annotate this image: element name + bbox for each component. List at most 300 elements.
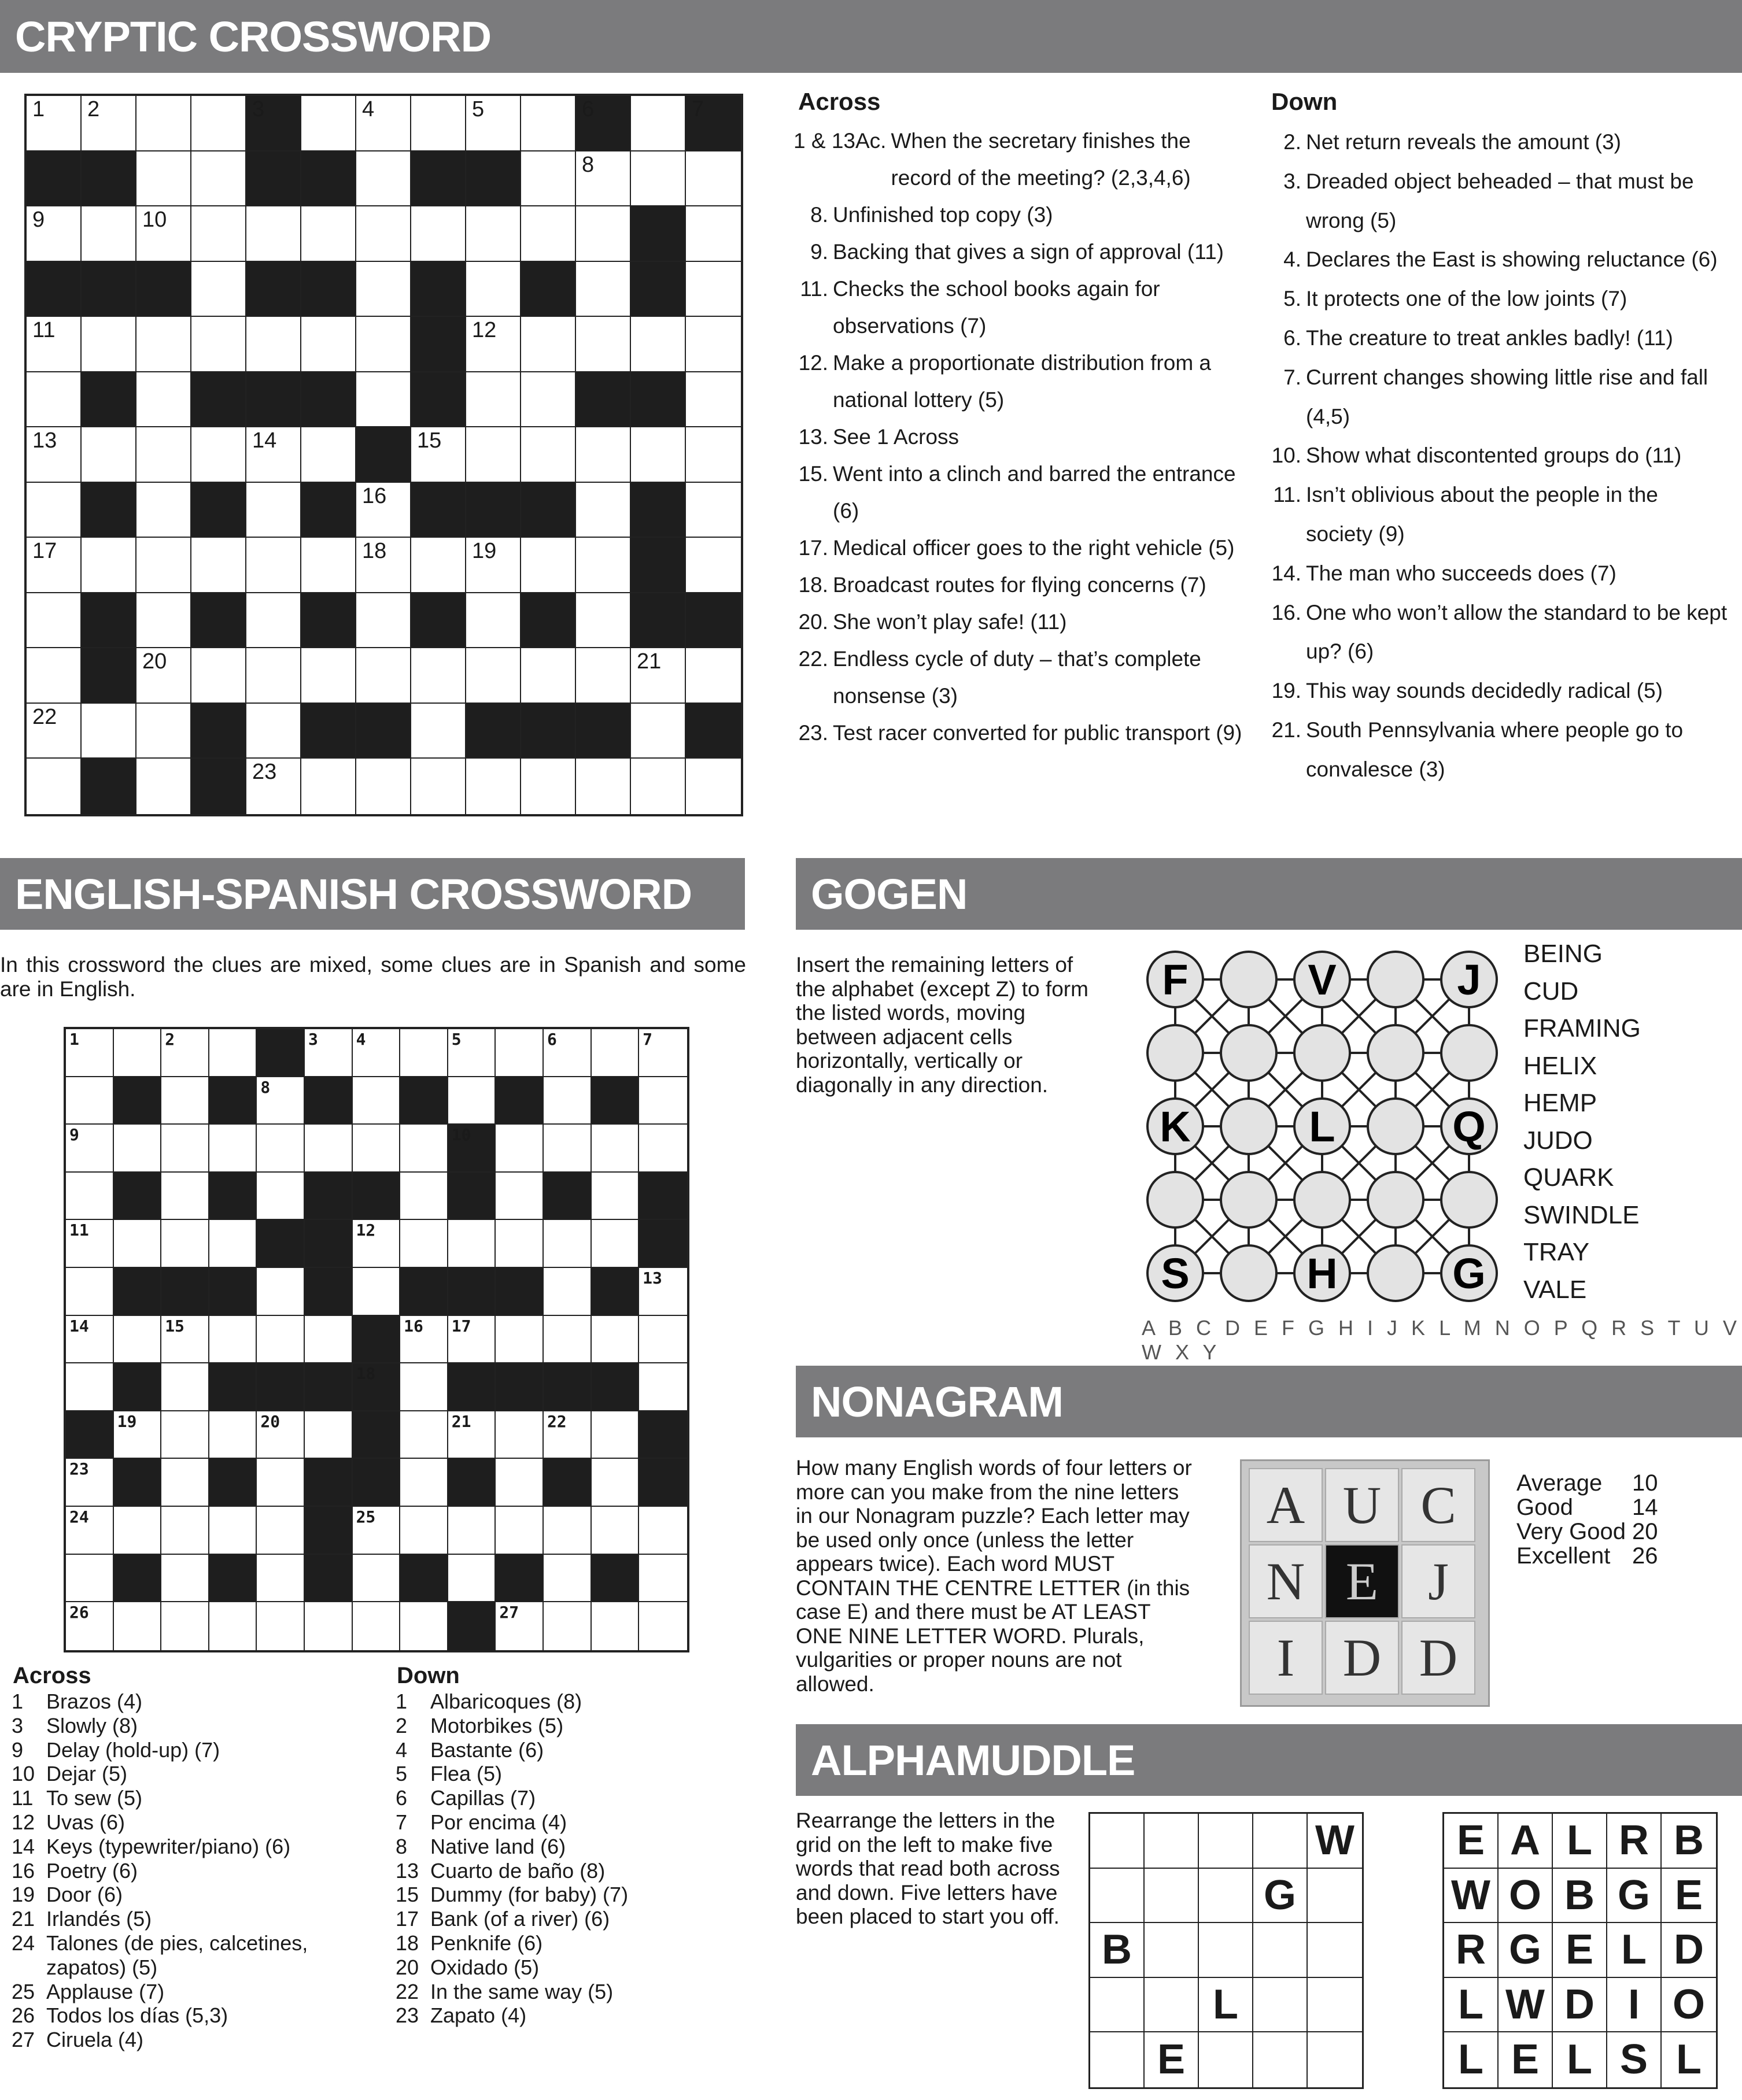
entry-cell[interactable] xyxy=(448,1077,496,1125)
block-cell xyxy=(305,1507,353,1555)
entry-cell[interactable] xyxy=(305,1602,353,1650)
entry-cell[interactable] xyxy=(246,538,301,593)
entry-cell[interactable] xyxy=(631,96,686,151)
clue-text: Talones (de pies, calcetines, zapatos) (5) xyxy=(46,1931,308,1979)
entry-cell[interactable] xyxy=(257,1555,305,1603)
entry-cell[interactable] xyxy=(400,1507,448,1555)
entry-cell[interactable] xyxy=(400,1125,448,1173)
entry-cell[interactable] xyxy=(356,206,411,262)
entry-cell[interactable] xyxy=(209,1602,257,1650)
clue-number: 14 xyxy=(252,428,277,453)
entry-cell[interactable] xyxy=(209,1029,257,1077)
entry-cell[interactable] xyxy=(521,151,576,207)
entry-cell[interactable] xyxy=(353,1268,401,1316)
entry-cell[interactable] xyxy=(411,538,466,593)
entry-cell[interactable] xyxy=(209,1316,257,1364)
entry-cell[interactable] xyxy=(496,1220,544,1268)
block-cell xyxy=(411,151,466,207)
entry-cell[interactable] xyxy=(400,1316,448,1364)
entry-cell[interactable] xyxy=(27,759,82,814)
entry-cell[interactable] xyxy=(631,648,686,704)
entry-cell[interactable] xyxy=(161,1555,209,1603)
entry-cell[interactable] xyxy=(521,372,576,428)
entry-cell[interactable] xyxy=(466,648,521,704)
entry-cell[interactable] xyxy=(66,1459,114,1507)
gogen-cell[interactable] xyxy=(1221,1245,1276,1301)
entry-cell[interactable] xyxy=(639,1602,687,1650)
alphamuddle-cell[interactable] xyxy=(1090,1814,1145,1869)
entry-cell[interactable] xyxy=(82,704,136,759)
alphamuddle-cell[interactable] xyxy=(1253,1978,1308,2033)
entry-cell[interactable] xyxy=(136,483,191,538)
entry-cell[interactable] xyxy=(411,704,466,759)
entry-cell[interactable] xyxy=(544,1268,592,1316)
entry-cell[interactable] xyxy=(136,538,191,593)
entry-cell[interactable] xyxy=(466,372,521,428)
entry-cell[interactable] xyxy=(136,206,191,262)
entry-cell[interactable] xyxy=(544,1507,592,1555)
entry-cell[interactable] xyxy=(592,1125,640,1173)
entry-cell[interactable] xyxy=(246,206,301,262)
entry-cell[interactable] xyxy=(496,1507,544,1555)
entry-cell[interactable] xyxy=(356,538,411,593)
entry-cell[interactable] xyxy=(136,593,191,649)
entry-cell[interactable] xyxy=(114,1411,162,1459)
entry-cell[interactable] xyxy=(114,1507,162,1555)
entry-cell[interactable] xyxy=(576,262,631,317)
entry-cell[interactable] xyxy=(301,206,356,262)
entry-cell[interactable] xyxy=(686,151,741,207)
nonagram-letter: C xyxy=(1401,1468,1475,1542)
alphamuddle-cell[interactable]: W xyxy=(1308,1814,1362,1869)
entry-cell[interactable] xyxy=(161,1220,209,1268)
entry-cell[interactable] xyxy=(209,1125,257,1173)
entry-cell[interactable] xyxy=(161,1125,209,1173)
entry-cell[interactable] xyxy=(136,96,191,151)
entry-cell[interactable] xyxy=(257,1602,305,1650)
entry-cell[interactable] xyxy=(66,1268,114,1316)
entry-cell[interactable] xyxy=(448,1220,496,1268)
entry-cell[interactable] xyxy=(161,1507,209,1555)
entry-cell[interactable] xyxy=(411,206,466,262)
entry-cell[interactable] xyxy=(82,427,136,483)
nonagram-letter: A xyxy=(1249,1468,1323,1542)
entry-cell[interactable] xyxy=(544,1220,592,1268)
entry-cell[interactable] xyxy=(466,317,521,372)
gogen-cell[interactable] xyxy=(1147,1025,1203,1081)
entry-cell[interactable] xyxy=(592,1173,640,1221)
entry-cell[interactable] xyxy=(257,1507,305,1555)
alphamuddle-cell[interactable]: L xyxy=(1199,1978,1253,2033)
entry-cell[interactable] xyxy=(686,372,741,428)
entry-cell[interactable] xyxy=(191,151,246,207)
entry-cell[interactable] xyxy=(356,317,411,372)
entry-cell[interactable] xyxy=(246,648,301,704)
entry-cell[interactable] xyxy=(136,372,191,428)
gogen-cell[interactable] xyxy=(1368,1172,1423,1228)
entry-cell[interactable] xyxy=(496,1173,544,1221)
entry-cell[interactable] xyxy=(639,1077,687,1125)
entry-cell[interactable] xyxy=(66,1029,114,1077)
entry-cell[interactable] xyxy=(305,1125,353,1173)
entry-cell[interactable] xyxy=(544,1077,592,1125)
clue-number: 27 xyxy=(12,2028,35,2052)
entry-cell[interactable] xyxy=(161,1029,209,1077)
entry-cell[interactable] xyxy=(114,1220,162,1268)
entry-cell[interactable] xyxy=(257,1316,305,1364)
entry-cell[interactable] xyxy=(191,648,246,704)
entry-cell[interactable] xyxy=(592,1220,640,1268)
entry-cell[interactable] xyxy=(353,1029,401,1077)
entry-cell[interactable] xyxy=(400,1220,448,1268)
gogen-cell[interactable] xyxy=(1368,1025,1423,1081)
entry-cell[interactable] xyxy=(686,206,741,262)
entry-cell[interactable] xyxy=(66,1602,114,1650)
entry-cell[interactable] xyxy=(639,1363,687,1411)
alphamuddle-cell[interactable] xyxy=(1199,1923,1253,1978)
entry-cell[interactable] xyxy=(301,538,356,593)
entry-cell[interactable] xyxy=(576,427,631,483)
entry-cell[interactable] xyxy=(82,538,136,593)
entry-cell[interactable] xyxy=(411,648,466,704)
entry-cell[interactable] xyxy=(66,1316,114,1364)
entry-cell[interactable] xyxy=(576,759,631,814)
entry-cell[interactable] xyxy=(136,151,191,207)
entry-cell[interactable] xyxy=(209,1507,257,1555)
entry-cell[interactable] xyxy=(356,372,411,428)
clue-item xyxy=(794,456,1245,530)
entry-cell[interactable] xyxy=(466,206,521,262)
entry-cell[interactable] xyxy=(356,593,411,649)
entry-cell[interactable] xyxy=(136,648,191,704)
entry-cell[interactable] xyxy=(521,648,576,704)
alphamuddle-cell[interactable] xyxy=(1253,1814,1308,1869)
gogen-cell[interactable] xyxy=(1221,1025,1276,1081)
entry-cell[interactable] xyxy=(246,593,301,649)
entry-cell[interactable] xyxy=(496,1029,544,1077)
entry-cell[interactable] xyxy=(631,704,686,759)
entry-cell[interactable] xyxy=(27,538,82,593)
entry-cell[interactable] xyxy=(353,1555,401,1603)
entry-cell[interactable] xyxy=(544,1029,592,1077)
entry-cell[interactable] xyxy=(27,206,82,262)
entry-cell[interactable] xyxy=(353,1077,401,1125)
entry-cell[interactable] xyxy=(356,151,411,207)
alphamuddle-cell[interactable] xyxy=(1253,1923,1308,1978)
entry-cell[interactable] xyxy=(66,1077,114,1125)
entry-cell[interactable] xyxy=(246,704,301,759)
entry-cell[interactable] xyxy=(114,1602,162,1650)
entry-cell[interactable] xyxy=(82,206,136,262)
entry-cell[interactable] xyxy=(66,1173,114,1221)
alphamuddle-cell[interactable] xyxy=(1308,2032,1362,2087)
entry-cell[interactable] xyxy=(27,96,82,151)
alphamuddle-cell[interactable] xyxy=(1145,1814,1199,1869)
block-cell xyxy=(114,1459,162,1507)
entry-cell[interactable] xyxy=(448,1029,496,1077)
gogen-cell[interactable] xyxy=(1221,1099,1276,1154)
alphamuddle-cell[interactable] xyxy=(1199,1814,1253,1869)
entry-cell[interactable] xyxy=(496,1316,544,1364)
entry-cell[interactable] xyxy=(82,317,136,372)
entry-cell[interactable] xyxy=(466,759,521,814)
entry-cell[interactable] xyxy=(448,1507,496,1555)
entry-cell[interactable] xyxy=(301,648,356,704)
entry-cell[interactable] xyxy=(136,704,191,759)
entry-cell[interactable] xyxy=(191,206,246,262)
clue-number: 13 xyxy=(643,1268,662,1288)
entry-cell[interactable] xyxy=(466,538,521,593)
entry-cell[interactable] xyxy=(576,538,631,593)
entry-cell[interactable] xyxy=(257,1173,305,1221)
entry-cell[interactable] xyxy=(191,96,246,151)
entry-cell[interactable] xyxy=(136,427,191,483)
entry-cell[interactable] xyxy=(353,1125,401,1173)
entry-cell[interactable] xyxy=(631,759,686,814)
entry-cell[interactable] xyxy=(639,1268,687,1316)
cryptic-grid[interactable] xyxy=(24,94,743,816)
clue-number: 9 xyxy=(32,208,45,232)
entry-cell[interactable] xyxy=(544,1555,592,1603)
alphamuddle-cell[interactable] xyxy=(1308,1978,1362,2033)
entry-cell[interactable] xyxy=(301,96,356,151)
entry-cell[interactable] xyxy=(246,317,301,372)
entry-cell[interactable] xyxy=(356,96,411,151)
block-cell xyxy=(631,372,686,428)
alphamuddle-cell[interactable]: E xyxy=(1145,2032,1199,2087)
entry-cell[interactable] xyxy=(114,1029,162,1077)
entry-cell[interactable] xyxy=(639,1125,687,1173)
entry-cell[interactable] xyxy=(686,538,741,593)
alphamuddle-cell[interactable]: G xyxy=(1253,1869,1308,1924)
entry-cell[interactable] xyxy=(592,1411,640,1459)
entry-cell[interactable] xyxy=(400,1173,448,1221)
entry-cell[interactable] xyxy=(246,427,301,483)
entry-cell[interactable] xyxy=(466,96,521,151)
entry-cell[interactable] xyxy=(191,427,246,483)
entry-cell[interactable] xyxy=(448,1555,496,1603)
gogen-title: GOGEN xyxy=(796,858,1742,930)
entry-cell[interactable] xyxy=(161,1316,209,1364)
gogen-cell[interactable] xyxy=(1441,1172,1497,1228)
entry-cell[interactable] xyxy=(496,1125,544,1173)
entry-cell[interactable] xyxy=(521,427,576,483)
alphamuddle-cell[interactable] xyxy=(1145,1869,1199,1924)
entry-cell[interactable] xyxy=(191,262,246,317)
entry-cell[interactable] xyxy=(686,262,741,317)
entry-cell[interactable] xyxy=(161,1459,209,1507)
entry-cell[interactable] xyxy=(592,1029,640,1077)
entry-cell[interactable] xyxy=(411,759,466,814)
entry-cell[interactable] xyxy=(257,1268,305,1316)
entry-cell[interactable] xyxy=(466,427,521,483)
entry-cell[interactable] xyxy=(592,1602,640,1650)
entry-cell[interactable] xyxy=(66,1125,114,1173)
entry-cell[interactable] xyxy=(114,1125,162,1173)
entry-cell[interactable] xyxy=(400,1363,448,1411)
alphamuddle-cell[interactable] xyxy=(1145,1978,1199,2033)
gogen-word: TRAY xyxy=(1523,1238,1590,1266)
entry-cell[interactable] xyxy=(592,1459,640,1507)
gogen-cell[interactable] xyxy=(1368,952,1423,1007)
entry-cell[interactable] xyxy=(521,538,576,593)
alphamuddle-cell[interactable] xyxy=(1253,2032,1308,2087)
entry-cell[interactable] xyxy=(356,483,411,538)
entry-cell[interactable] xyxy=(353,1507,401,1555)
clue-text: Broadcast routes for flying concerns (7) xyxy=(833,573,1206,597)
entry-cell[interactable] xyxy=(27,648,82,704)
entry-cell[interactable] xyxy=(305,1411,353,1459)
entry-cell[interactable] xyxy=(686,648,741,704)
block-cell xyxy=(114,1077,162,1125)
entry-cell[interactable] xyxy=(631,427,686,483)
entry-cell[interactable] xyxy=(161,1077,209,1125)
alphamuddle-cell[interactable]: B xyxy=(1090,1923,1145,1978)
entry-cell[interactable] xyxy=(576,151,631,207)
entry-cell[interactable] xyxy=(136,759,191,814)
entry-cell[interactable] xyxy=(27,593,82,649)
entry-cell[interactable] xyxy=(136,317,191,372)
entry-cell[interactable] xyxy=(66,1220,114,1268)
entry-cell[interactable] xyxy=(411,96,466,151)
entry-cell[interactable] xyxy=(576,483,631,538)
alphamuddle-cell[interactable] xyxy=(1199,1869,1253,1924)
entry-cell[interactable] xyxy=(521,759,576,814)
alphamuddle-cell[interactable] xyxy=(1090,2032,1145,2087)
entry-cell[interactable] xyxy=(257,1411,305,1459)
entry-cell[interactable] xyxy=(400,1029,448,1077)
entry-cell[interactable] xyxy=(27,483,82,538)
entry-cell[interactable] xyxy=(301,317,356,372)
entry-cell[interactable] xyxy=(209,1220,257,1268)
entry-cell[interactable] xyxy=(544,1316,592,1364)
gogen-cell[interactable] xyxy=(1147,1172,1203,1228)
alphamuddle-cell[interactable] xyxy=(1090,1978,1145,2033)
alphamuddle-cell[interactable] xyxy=(1145,1923,1199,1978)
entry-cell[interactable] xyxy=(496,1411,544,1459)
entry-cell[interactable] xyxy=(27,427,82,483)
entry-cell[interactable] xyxy=(448,1411,496,1459)
entry-cell[interactable] xyxy=(161,1411,209,1459)
spanish-grid[interactable] xyxy=(64,1027,689,1652)
block-cell xyxy=(161,1268,209,1316)
gogen-cell[interactable] xyxy=(1294,1172,1350,1228)
entry-cell[interactable] xyxy=(466,593,521,649)
alphamuddle-cell[interactable] xyxy=(1199,2032,1253,2087)
entry-cell[interactable] xyxy=(400,1411,448,1459)
entry-cell[interactable] xyxy=(639,1555,687,1603)
clue-item xyxy=(386,1955,756,1980)
gogen-cell[interactable] xyxy=(1441,1025,1497,1081)
entry-cell[interactable] xyxy=(356,759,411,814)
entry-cell[interactable] xyxy=(66,1555,114,1603)
entry-cell[interactable] xyxy=(544,1602,592,1650)
gogen-grid[interactable] xyxy=(1134,938,1538,1337)
entry-cell[interactable] xyxy=(400,1602,448,1650)
entry-cell[interactable] xyxy=(496,1459,544,1507)
entry-cell[interactable] xyxy=(639,1316,687,1364)
entry-cell[interactable] xyxy=(301,759,356,814)
entry-cell[interactable] xyxy=(161,1363,209,1411)
entry-cell[interactable] xyxy=(246,759,301,814)
entry-cell[interactable] xyxy=(27,704,82,759)
entry-cell[interactable] xyxy=(686,317,741,372)
entry-cell[interactable] xyxy=(257,1459,305,1507)
entry-cell[interactable] xyxy=(521,317,576,372)
entry-cell[interactable] xyxy=(305,1316,353,1364)
entry-cell[interactable] xyxy=(27,317,82,372)
entry-cell[interactable] xyxy=(576,317,631,372)
entry-cell[interactable] xyxy=(257,1077,305,1125)
gogen-cell[interactable] xyxy=(1368,1245,1423,1301)
entry-cell[interactable] xyxy=(66,1363,114,1411)
entry-cell[interactable] xyxy=(496,1602,544,1650)
gogen-word: CUD xyxy=(1523,977,1579,1005)
entry-cell[interactable] xyxy=(466,262,521,317)
entry-cell[interactable] xyxy=(66,1507,114,1555)
entry-cell[interactable] xyxy=(161,1602,209,1650)
entry-cell[interactable] xyxy=(191,538,246,593)
entry-cell[interactable] xyxy=(631,151,686,207)
gogen-cell[interactable] xyxy=(1294,1025,1350,1081)
alphamuddle-puzzle-grid[interactable] xyxy=(1088,1812,1364,2089)
entry-cell[interactable] xyxy=(400,1459,448,1507)
gogen-cell[interactable] xyxy=(1368,1099,1423,1154)
alphamuddle-cell[interactable] xyxy=(1308,1869,1362,1924)
entry-cell[interactable] xyxy=(356,648,411,704)
entry-cell[interactable] xyxy=(639,1029,687,1077)
entry-cell[interactable] xyxy=(353,1220,401,1268)
block-cell xyxy=(305,1173,353,1221)
gogen-cell[interactable] xyxy=(1221,1172,1276,1228)
entry-cell[interactable] xyxy=(114,1316,162,1364)
gogen-cell[interactable] xyxy=(1221,952,1276,1007)
entry-cell[interactable] xyxy=(576,593,631,649)
entry-cell[interactable] xyxy=(448,1316,496,1364)
entry-cell[interactable] xyxy=(686,483,741,538)
entry-cell[interactable] xyxy=(631,317,686,372)
entry-cell[interactable] xyxy=(544,1411,592,1459)
entry-cell[interactable] xyxy=(353,1602,401,1650)
clue-number: 7 xyxy=(692,97,704,121)
entry-cell[interactable] xyxy=(257,1125,305,1173)
entry-cell[interactable] xyxy=(301,427,356,483)
entry-cell[interactable] xyxy=(592,1507,640,1555)
entry-cell[interactable] xyxy=(576,206,631,262)
alphamuddle-cell[interactable] xyxy=(1308,1923,1362,1978)
entry-cell[interactable] xyxy=(411,427,466,483)
entry-cell[interactable] xyxy=(576,648,631,704)
entry-cell[interactable] xyxy=(209,1411,257,1459)
entry-cell[interactable] xyxy=(686,427,741,483)
entry-cell[interactable] xyxy=(27,372,82,428)
entry-cell[interactable] xyxy=(686,759,741,814)
entry-cell[interactable] xyxy=(246,483,301,538)
alphamuddle-cell[interactable] xyxy=(1090,1869,1145,1924)
entry-cell[interactable] xyxy=(305,1029,353,1077)
entry-cell[interactable] xyxy=(356,262,411,317)
entry-cell[interactable] xyxy=(82,96,136,151)
entry-cell[interactable] xyxy=(161,1173,209,1221)
entry-cell[interactable] xyxy=(592,1316,640,1364)
clue-item xyxy=(2,1762,361,1786)
entry-cell[interactable] xyxy=(639,1507,687,1555)
entry-cell[interactable] xyxy=(521,206,576,262)
entry-cell[interactable] xyxy=(521,96,576,151)
entry-cell[interactable] xyxy=(544,1125,592,1173)
block-cell xyxy=(686,704,741,759)
entry-cell[interactable] xyxy=(191,317,246,372)
